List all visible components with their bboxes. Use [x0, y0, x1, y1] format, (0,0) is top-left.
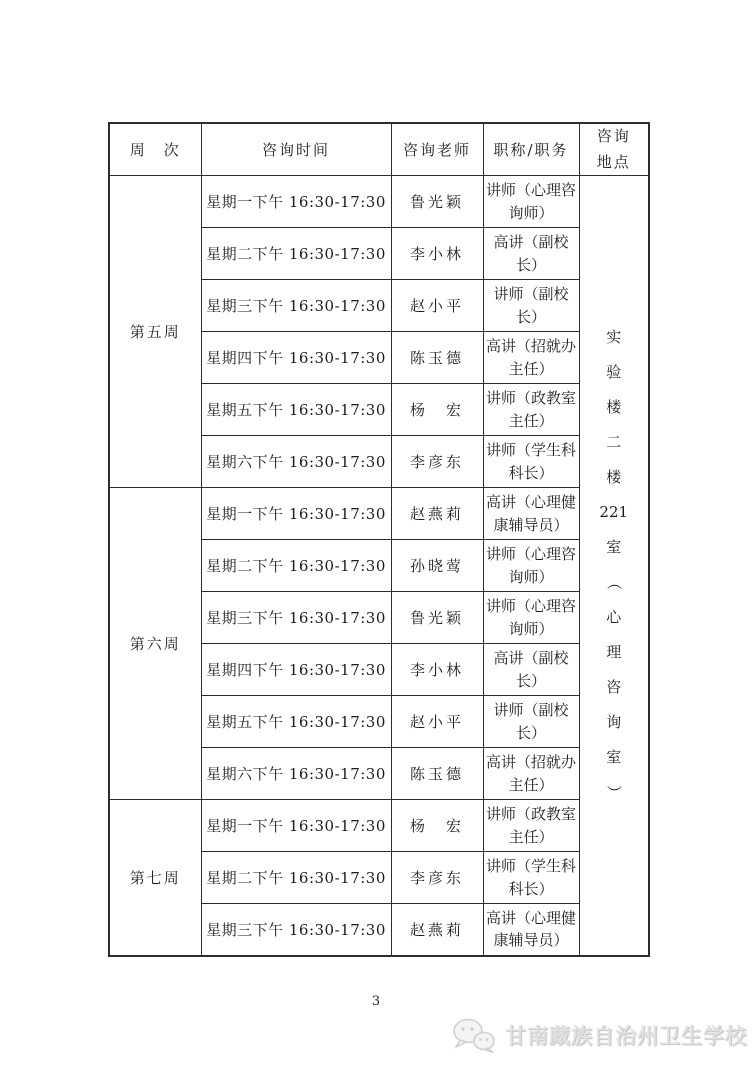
title-cell: 高讲（招就办主任）	[483, 748, 579, 800]
location-char: 心	[606, 608, 622, 627]
table-row	[109, 176, 649, 228]
title-cell: 讲师（心理咨询师）	[483, 592, 579, 644]
title-cell: 高讲（心理健康辅导员）	[483, 488, 579, 540]
teacher-cell: 鲁光颖	[391, 592, 483, 644]
location-char: 221	[599, 503, 629, 522]
time-cell: 星期六下午 16:30-17:30	[201, 748, 391, 800]
table-row	[109, 800, 649, 852]
title-cell: 讲师（政教室主任）	[483, 800, 579, 852]
title-cell: 高讲（副校长）	[483, 228, 579, 280]
time-cell: 星期三下午 16:30-17:30	[201, 592, 391, 644]
watermark-text: 甘南藏族自治州卫生学校	[505, 1024, 747, 1048]
time-cell: 星期一下午 16:30-17:30	[201, 488, 391, 540]
time-cell: 星期四下午 16:30-17:30	[201, 644, 391, 696]
time-cell: 星期六下午 16:30-17:30	[201, 436, 391, 488]
time-cell: 星期一下午 16:30-17:30	[201, 800, 391, 852]
teacher-cell: 李彦东	[391, 436, 483, 488]
header-time: 咨询时间	[201, 123, 391, 176]
title-cell: 高讲（副校长）	[483, 644, 579, 696]
teacher-cell: 李小林	[391, 228, 483, 280]
teacher-cell: 赵燕莉	[391, 488, 483, 540]
teacher-cell: 陈玉德	[391, 332, 483, 384]
header-location-label: 咨询地点	[596, 127, 631, 171]
location-char: 楼	[606, 468, 622, 487]
time-cell: 星期三下午 16:30-17:30	[201, 904, 391, 956]
location-char: ）	[605, 785, 624, 801]
title-cell: 讲师（学生科科长）	[483, 436, 579, 488]
location-char: 理	[606, 643, 622, 662]
time-cell: 星期一下午 16:30-17:30	[201, 176, 391, 228]
week-label: 第五周	[109, 176, 201, 488]
wechat-icon	[451, 1017, 497, 1053]
title-cell: 讲师（心理咨询师）	[483, 540, 579, 592]
location-cell	[579, 176, 649, 956]
location-char: 楼	[606, 398, 622, 417]
time-cell: 星期二下午 16:30-17:30	[201, 228, 391, 280]
header-week: 周 次	[109, 123, 201, 176]
teacher-cell: 鲁光颖	[391, 176, 483, 228]
location-char: 二	[606, 433, 622, 452]
header-title: 职称/职务	[483, 123, 579, 176]
time-cell: 星期四下午 16:30-17:30	[201, 332, 391, 384]
week-label: 第六周	[109, 488, 201, 800]
teacher-cell: 赵小平	[391, 280, 483, 332]
teacher-cell: 孙晓莺	[391, 540, 483, 592]
title-cell: 讲师（政教室主任）	[483, 384, 579, 436]
time-cell: 星期五下午 16:30-17:30	[201, 384, 391, 436]
location-char: 验	[606, 363, 622, 382]
location-char: （	[605, 575, 624, 591]
title-cell: 讲师（副校长）	[483, 696, 579, 748]
teacher-cell: 李彦东	[391, 852, 483, 904]
title-cell: 高讲（招就办主任）	[483, 332, 579, 384]
time-cell: 星期五下午 16:30-17:30	[201, 696, 391, 748]
teacher-cell: 赵燕莉	[391, 904, 483, 956]
location-char: 室	[606, 538, 622, 557]
teacher-cell: 赵小平	[391, 696, 483, 748]
table-header-row	[109, 123, 649, 176]
location-char: 询	[606, 713, 622, 732]
location-char: 室	[606, 748, 622, 767]
location-char: 咨	[606, 678, 622, 697]
header-location	[579, 123, 649, 176]
location-vertical-text	[582, 330, 647, 800]
location-char: 实	[606, 328, 622, 347]
title-cell: 高讲（心理健康辅导员）	[483, 904, 579, 956]
time-cell: 星期三下午 16:30-17:30	[201, 280, 391, 332]
week-label: 第七周	[109, 800, 201, 956]
watermark	[451, 1017, 747, 1053]
teacher-cell: 陈玉德	[391, 748, 483, 800]
teacher-cell: 李小林	[391, 644, 483, 696]
time-cell: 星期二下午 16:30-17:30	[201, 852, 391, 904]
teacher-cell: 杨 宏	[391, 800, 483, 852]
consultation-schedule-table	[108, 122, 650, 957]
title-cell: 讲师（学生科科长）	[483, 852, 579, 904]
page-number: 3	[371, 994, 381, 1009]
title-cell: 讲师（副校长）	[483, 280, 579, 332]
header-teacher: 咨询老师	[391, 123, 483, 176]
time-cell: 星期二下午 16:30-17:30	[201, 540, 391, 592]
teacher-cell: 杨 宏	[391, 384, 483, 436]
title-cell: 讲师（心理咨询师）	[483, 176, 579, 228]
table-row	[109, 488, 649, 540]
